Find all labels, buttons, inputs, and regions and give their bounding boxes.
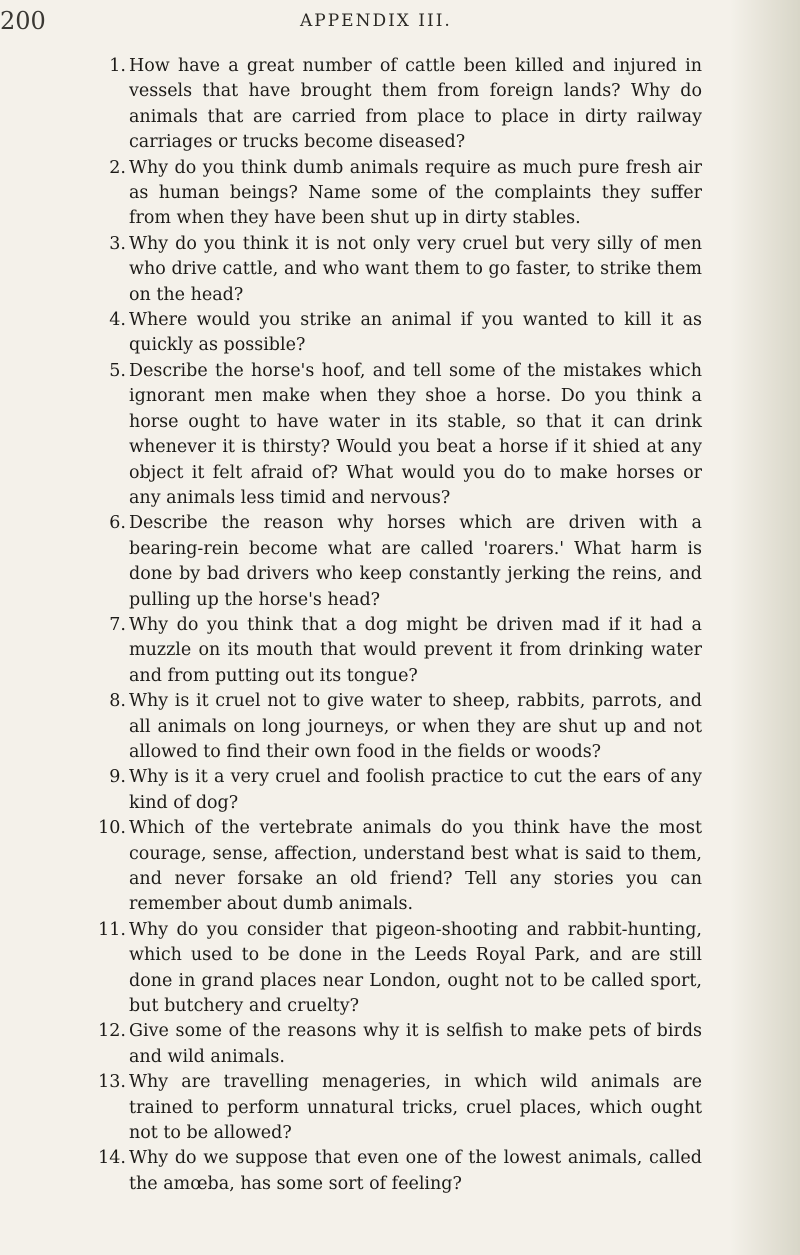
question-item xyxy=(102,359,702,511)
question-number: 12. xyxy=(98,1021,126,1042)
page-edge-shadow xyxy=(730,0,800,1255)
question-number: 14. xyxy=(98,1148,126,1169)
question-text: Why do you think that a dog might be driven mad if it had a muzzle on its mouth that would prevent it from drinking water and from putting out its tongue? xyxy=(129,614,702,686)
question-item xyxy=(98,918,702,1020)
question-text: Why are travelling menageries, in which wild animals are trained to perform unnatural tricks, cruel places, which ought not to be allowed? xyxy=(129,1072,702,1144)
question-item xyxy=(102,613,702,689)
question-number: 3. xyxy=(109,233,126,254)
question-item xyxy=(102,54,702,156)
question-text: Describe the horse's hoof, and tell some of the mistakes which ignorant men make when they shoe a horse. Do you think a horse ought to have water in its stable, so that it can drink whenever it is thirsty? Would you beat a horse if it shied at any object it felt afraid of? What would you do to make horses or any animals less timid and nervous? xyxy=(129,360,702,508)
question-text: Which of the vertebrate animals do you think have the most courage, sense, affection, understand best what is said to them, and never forsake an old friend? Tell any stories you can remember about dumb animals. xyxy=(129,818,702,915)
question-number: 8. xyxy=(109,691,126,712)
question-item xyxy=(102,156,702,232)
question-text: Why is it a very cruel and foolish practice to cut the ears of any kind of dog? xyxy=(129,767,702,813)
question-number: 10. xyxy=(98,818,126,839)
question-text: Describe the reason why horses which are driven with a bearing-rein become what are called 'roarers.' What harm is done by bad drivers who keep constantly jerking the reins, and pulling up the horse's head? xyxy=(129,513,702,610)
question-number: 11. xyxy=(98,919,126,940)
question-item xyxy=(98,816,702,918)
question-text: Why is it cruel not to give water to sheep, rabbits, parrots, and all animals on long journeys, or when they are shut up and not allowed to find their own food in the fields or woods? xyxy=(129,691,702,762)
question-item xyxy=(98,1019,702,1070)
question-number: 1. xyxy=(109,56,126,76)
question-text: Why do you think it is not only very cruel but very silly of men who drive cattle, and who want them to go faster, to strike them on the head? xyxy=(129,233,702,305)
question-number: 13. xyxy=(98,1072,126,1093)
question-number: 9. xyxy=(109,767,126,788)
question-text: Give some of the reasons why it is selfish to make pets of birds and wild animals. xyxy=(129,1021,702,1067)
question-number: 5. xyxy=(109,360,126,381)
question-text: Why do you think dumb animals require as much pure fresh air as human beings? Name some of the complaints they suffer from when they have been shut up in dirty stables. xyxy=(129,157,702,229)
question-item xyxy=(102,511,702,613)
question-item xyxy=(102,308,702,359)
question-item xyxy=(102,232,702,308)
question-item xyxy=(98,1070,702,1146)
question-text: How have a great number of cattle been killed and injured in vessels that have brought them from foreign lands? Why do animals that are carried from place to place in dirty railway carriages or trucks become diseased? xyxy=(129,56,702,153)
question-item xyxy=(102,689,702,765)
question-number: 4. xyxy=(109,310,126,331)
question-text: Why do you consider that pigeon-shooting and rabbit-hunting, which used to be done in the Leeds Royal Park, and are still done in grand places near London, ought not to be called sport, but butchery and cruelty? xyxy=(129,919,702,1017)
running-head: APPENDIX III. xyxy=(300,11,452,31)
page-number: 200 xyxy=(0,7,46,35)
question-item xyxy=(102,765,702,816)
question-list xyxy=(98,54,702,1197)
question-text: Where would you strike an animal if you wanted to kill it as quickly as possible? xyxy=(129,310,702,356)
question-number: 6. xyxy=(109,513,126,534)
question-text: Why do we suppose that even one of the lowest animals, called the amœba, has some sort of feeling? xyxy=(129,1148,702,1194)
question-number: 7. xyxy=(109,614,126,635)
question-item xyxy=(98,1146,702,1197)
question-number: 2. xyxy=(109,157,126,178)
